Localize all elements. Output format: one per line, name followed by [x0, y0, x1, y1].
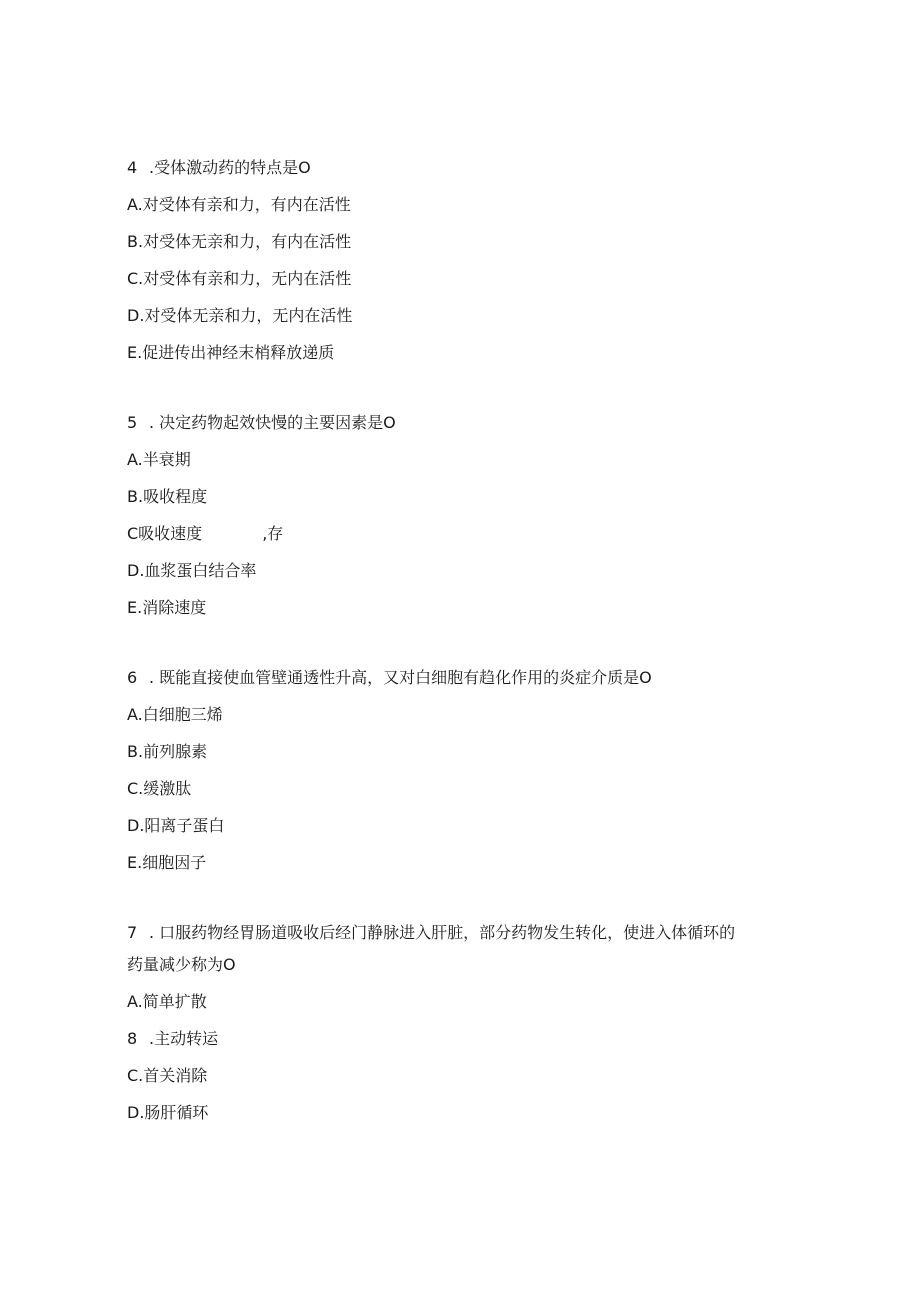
- question-number: 7: [127, 923, 138, 942]
- question-number: 4: [127, 158, 138, 177]
- question-text: . 既能直接使血管壁通透性升高，又对白细胞有趋化作用的炎症介质是O: [149, 668, 652, 687]
- question-stem: [127, 158, 311, 178]
- answer-option: C.首关消除: [127, 1066, 208, 1085]
- answer-option: C.对受体有亲和力，无内在活性: [127, 269, 352, 288]
- answer-option: A.白细胞三烯: [127, 705, 223, 724]
- question-text: . 口服药物经胃肠道吸收后经门静脉进入肝脏，部分药物发生转化，使进入体循环的: [149, 923, 736, 942]
- question-number: 5: [127, 413, 138, 432]
- question-stem-continued: 药量减少称为O: [127, 955, 236, 974]
- question-text: .受体激动药的特点是O: [149, 158, 311, 177]
- question-stem: [127, 668, 652, 688]
- answer-option: A.简单扩散: [127, 992, 207, 1011]
- question-number: 8: [127, 1029, 138, 1048]
- answer-option: E.消除速度: [127, 598, 207, 617]
- answer-option: A.半衰期: [127, 450, 191, 469]
- answer-option: E.促进传出神经末梢释放递质: [127, 343, 335, 362]
- question-stem: [127, 923, 735, 943]
- answer-option: [127, 524, 283, 544]
- answer-option: D.肠肝循环: [127, 1103, 209, 1122]
- stray-mark: ,存: [262, 524, 284, 543]
- question-stem: [127, 413, 396, 433]
- answer-option: B.前列腺素: [127, 742, 208, 761]
- answer-option-text: C吸收速度: [127, 524, 203, 543]
- answer-option: C.缓激肽: [127, 779, 192, 798]
- answer-option: E.细胞因子: [127, 853, 207, 872]
- answer-option: D.血浆蛋白结合率: [127, 561, 257, 580]
- answer-option: A.对受体有亲和力，有内在活性: [127, 195, 351, 214]
- answer-option: B.吸收程度: [127, 487, 208, 506]
- question-number: 6: [127, 668, 138, 687]
- answer-option: D.对受体无亲和力，无内在活性: [127, 306, 353, 325]
- answer-option: D.阳离子蛋白: [127, 816, 225, 835]
- answer-option: B.对受体无亲和力，有内在活性: [127, 232, 352, 251]
- question-text: . 决定药物起效快慢的主要因素是O: [149, 413, 396, 432]
- question-text: .主动转运: [149, 1029, 219, 1048]
- question-stem: [127, 1029, 218, 1049]
